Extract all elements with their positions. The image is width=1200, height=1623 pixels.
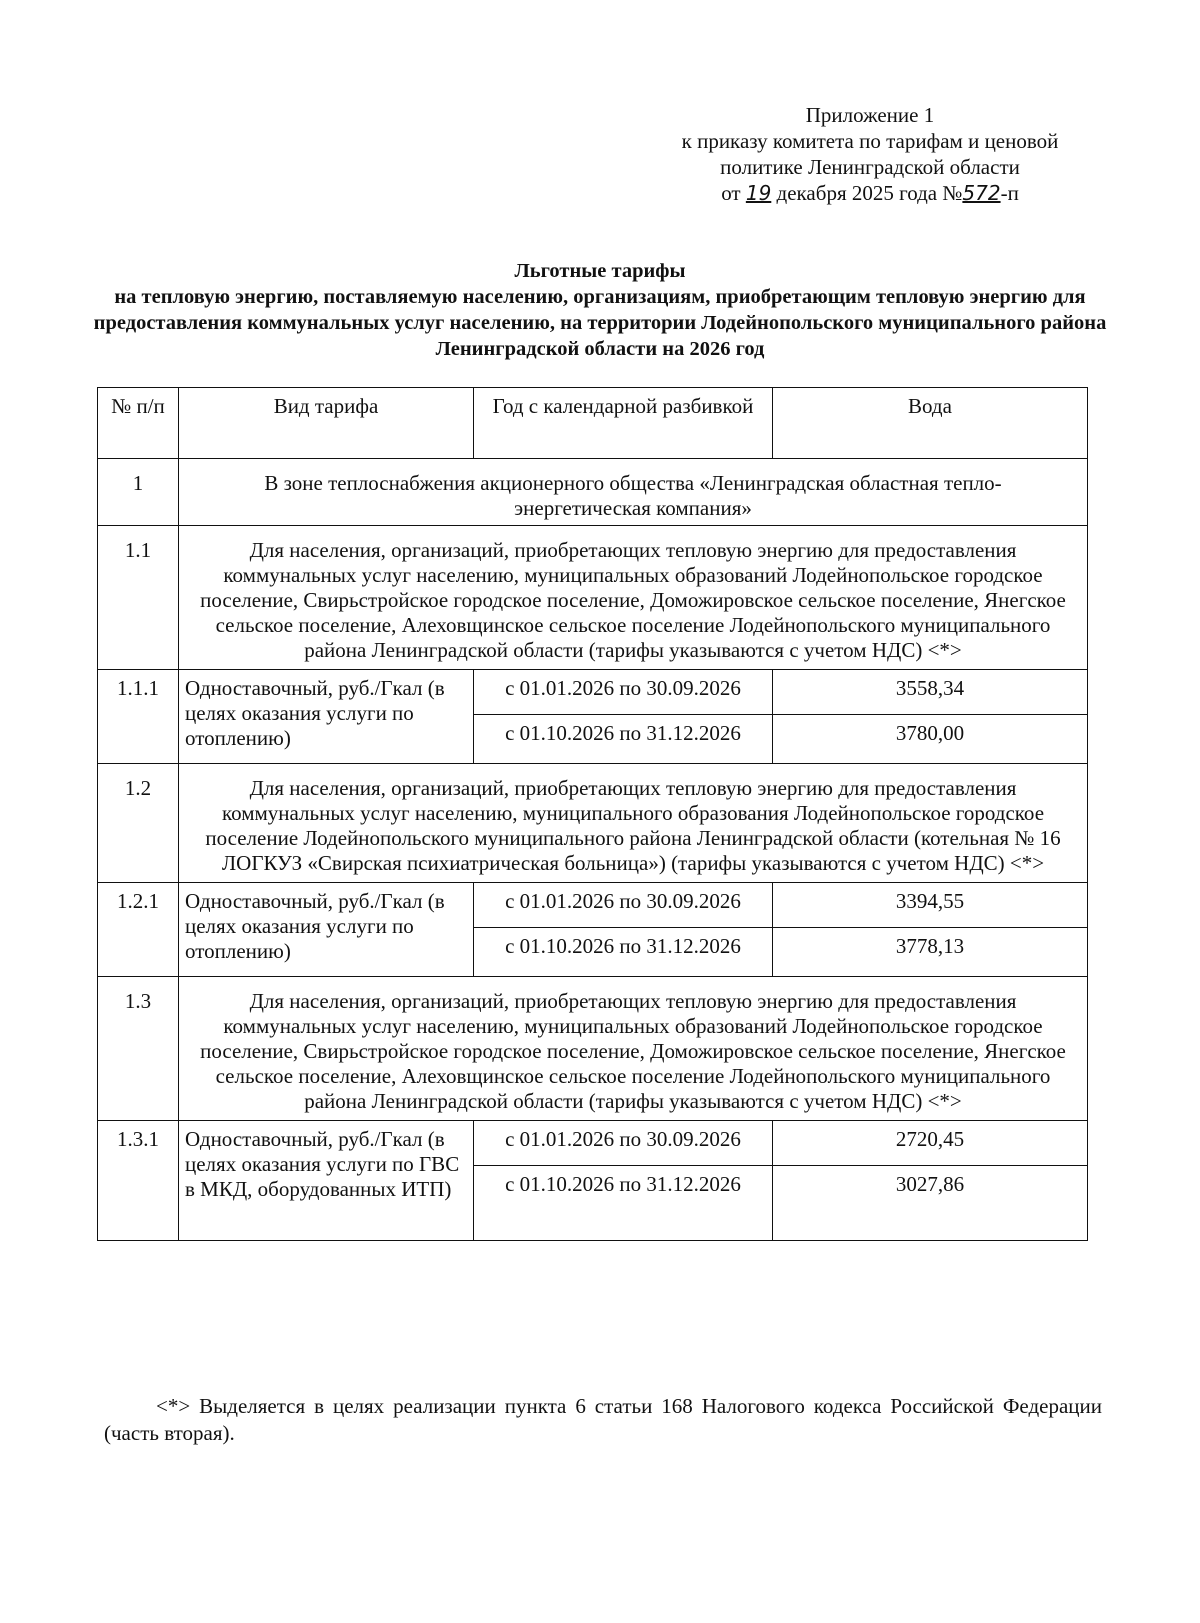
sub-num: 1.2.1 [98, 883, 179, 977]
period: с 01.10.2026 по 31.12.2026 [474, 928, 773, 977]
value: 3027,86 [773, 1166, 1088, 1241]
header-tariff-type: Вид тарифа [179, 388, 474, 459]
group-text: Для населения, организаций, приобретающих тепловую энергию для предоставления коммунальных услуг населению, муниципальных образований Лодейнопольское городское поселение, Свирьстройское городское поселение, Доможировское сельское поселение, Янегское сельское поселение, Алеховщинское сельское поселение Лодейнопольского муниципального района Ленинградской области (тарифы указываются с учетом НДС) <*> [179, 977, 1088, 1121]
appendix-header [600, 102, 1140, 206]
table-row [98, 670, 1088, 715]
period: с 01.01.2026 по 30.09.2026 [474, 883, 773, 928]
footnote: <*> Выделяется в целях реализации пункта 6 статьи 168 Налогового кодекса Российской Федерации (часть вторая). [104, 1394, 1102, 1445]
period: с 01.01.2026 по 30.09.2026 [474, 670, 773, 715]
appendix-order-line: к приказу комитета по тарифам и ценовой [681, 129, 1059, 153]
table-row [98, 883, 1088, 928]
group-text: Для населения, организаций, приобретающих тепловую энергию для предоставления коммунальных услуг населению, муниципальных образований Лодейнопольское городское поселение, Свирьстройское городское поселение, Доможировское сельское поселение, Янегское сельское поселение, Алеховщинское сельское поселение Лодейнопольского муниципального района Ленинградской области (тарифы указываются с учетом НДС) <*> [179, 526, 1088, 670]
appendix-label: Приложение 1 [805, 103, 935, 127]
sub-num: 1.3.1 [98, 1121, 179, 1241]
group-num: 1.2 [98, 764, 179, 883]
period: с 01.10.2026 по 31.12.2026 [474, 1166, 773, 1241]
title-line-1: Льготные тарифы [514, 260, 686, 282]
group-row [98, 526, 1088, 670]
tariff-type: Одноставочный, руб./Гкал (в целях оказания услуги по отоплению) [179, 670, 474, 764]
zone-text: В зоне теплоснабжения акционерного общества «Ленинградская областная тепло-энергетическая компания» [179, 459, 1088, 526]
document-title [90, 258, 1110, 362]
header-water: Вода [773, 388, 1088, 459]
period: с 01.10.2026 по 31.12.2026 [474, 715, 773, 764]
tariff-type: Одноставочный, руб./Гкал (в целях оказания услуги по ГВС в МКД, оборудованных ИТП) [179, 1121, 474, 1241]
tariff-type: Одноставочный, руб./Гкал (в целях оказания услуги по отоплению) [179, 883, 474, 977]
period: с 01.01.2026 по 30.09.2026 [474, 1121, 773, 1166]
value: 2720,45 [773, 1121, 1088, 1166]
appendix-committee-line: политике Ленинградской области [720, 155, 1020, 179]
number-suffix: -п [1000, 181, 1019, 205]
zone-num: 1 [98, 459, 179, 526]
value: 3780,00 [773, 715, 1088, 764]
sub-num: 1.1.1 [98, 670, 179, 764]
tariff-table [97, 387, 1088, 1241]
handwritten-day: 19 [745, 181, 772, 205]
date-prefix: от [721, 181, 741, 205]
title-line-2: на тепловую энергию, поставляемую населению, организациям, приобретающим тепловую энергию для предоставления коммунальных услуг населению, на территории Лодейнопольского муниципального района Ленинградской области на 2026 год [93, 286, 1107, 360]
group-row [98, 977, 1088, 1121]
group-num: 1.3 [98, 977, 179, 1121]
group-text: Для населения, организаций, приобретающих тепловую энергию для предоставления коммунальных услуг населению, муниципального образования Лодейнопольское городское поселение Лодейнопольского муниципального района Ленинградской области (котельная № 16 ЛОГКУЗ «Свирская психиатрическая больница») (тарифы указываются с учетом НДС) <*> [179, 764, 1088, 883]
appendix-date-line [600, 180, 1140, 206]
value: 3558,34 [773, 670, 1088, 715]
value: 3778,13 [773, 928, 1088, 977]
date-middle: декабря 2025 года № [776, 181, 963, 205]
zone-row [98, 459, 1088, 526]
header-period: Год с календарной разбивкой [474, 388, 773, 459]
value: 3394,55 [773, 883, 1088, 928]
header-num: № п/п [98, 388, 179, 459]
group-num: 1.1 [98, 526, 179, 670]
group-row [98, 764, 1088, 883]
table-row [98, 1121, 1088, 1166]
handwritten-number: 572 [962, 181, 1001, 205]
table-header-row [98, 388, 1088, 459]
